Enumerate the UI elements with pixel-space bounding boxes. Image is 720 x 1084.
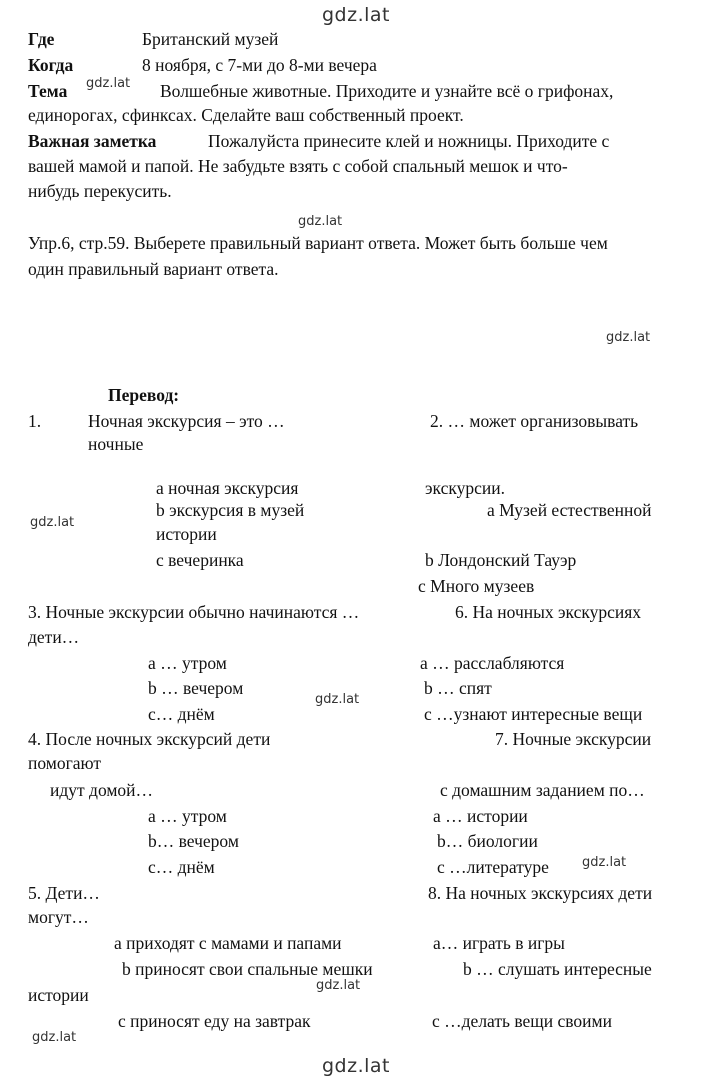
q5-option-c: c приносят еду на завтрак bbox=[118, 1011, 311, 1031]
q4-text: 4. После ночных экскурсий дети bbox=[28, 729, 271, 749]
q2-option-b: b Лондонский Тауэр bbox=[425, 550, 577, 570]
watermark-top: gdz.lat bbox=[322, 4, 391, 26]
q1-option-b: b экскурсия в музей bbox=[156, 500, 305, 520]
q2-text: 2. … может организовывать bbox=[430, 411, 639, 431]
note-line-2: вашей мамой и папой. Не забудьте взять с собой спальный мешок и что- bbox=[28, 156, 568, 176]
watermark: gdz.lat bbox=[298, 214, 343, 229]
where-label: Где bbox=[28, 29, 55, 49]
note-label: Важная заметка bbox=[28, 131, 157, 151]
q5-text: 5. Дети… bbox=[28, 883, 100, 903]
q2-option-a: a Музей естественной bbox=[487, 500, 652, 520]
when-label: Когда bbox=[28, 55, 74, 75]
when-value: 8 ноября, с 7-ми до 8-ми вечера bbox=[142, 55, 377, 75]
watermark: gdz.lat bbox=[30, 515, 75, 530]
note-line-1: Пожалуйста принесите клей и ножницы. Приходите с bbox=[208, 131, 610, 151]
q8-option-b: b … слушать интересные bbox=[463, 959, 652, 979]
topic-line-2: единорогах, сфинксах. Сделайте ваш собственный проект. bbox=[28, 105, 464, 125]
q3-option-a: a … утром bbox=[148, 653, 227, 673]
q6-text: 6. На ночных экскурсиях bbox=[455, 602, 642, 622]
q6-option-b: b … спят bbox=[424, 678, 492, 698]
q5-option-b: b приносят свои спальные мешки bbox=[122, 959, 373, 979]
q3-text: 3. Ночные экскурсии обычно начинаются … bbox=[28, 602, 360, 622]
q5-continuation: могут… bbox=[28, 907, 89, 927]
q8-option-b-continuation: истории bbox=[28, 985, 89, 1005]
q5-option-a: a приходят с мамами и папами bbox=[114, 933, 342, 953]
q1-continuation: ночные bbox=[88, 434, 144, 454]
q7-option-a: a … истории bbox=[433, 806, 528, 826]
q1-number: 1. bbox=[28, 411, 42, 431]
note-line-3: нибудь перекусить. bbox=[28, 181, 172, 201]
q6-option-a: a … расслабляются bbox=[420, 653, 565, 673]
q2-option-c: c Много музеев bbox=[418, 576, 535, 596]
q4-continuation: помогают bbox=[28, 753, 102, 773]
q1-option-b-continuation: истории bbox=[156, 524, 217, 544]
q1-text: Ночная экскурсия – это … bbox=[88, 411, 285, 431]
q3-continuation: дети… bbox=[28, 627, 80, 647]
watermark-bottom: gdz.lat bbox=[322, 1055, 391, 1077]
q3-option-b: b … вечером bbox=[148, 678, 244, 698]
q1-option-c: c вечеринка bbox=[156, 550, 244, 570]
translation-heading: Перевод: bbox=[108, 385, 180, 405]
q7-option-b: b… биологии bbox=[437, 831, 538, 851]
q8-text: 8. На ночных экскурсиях дети bbox=[428, 883, 653, 903]
where-value: Британский музей bbox=[142, 29, 279, 49]
watermark: gdz.lat bbox=[606, 330, 651, 345]
q7-text: 7. Ночные экскурсии bbox=[495, 729, 652, 749]
q4-option-a: a … утром bbox=[148, 806, 227, 826]
topic-label: Тема bbox=[28, 81, 68, 101]
watermark: gdz.lat bbox=[32, 1030, 77, 1045]
q3-option-c: c… днём bbox=[148, 704, 215, 724]
topic-line-1: Волшебные животные. Приходите и узнайте всё о грифонах, bbox=[160, 81, 614, 101]
watermark: gdz.lat bbox=[582, 855, 627, 870]
exercise-line-2: один правильный вариант ответа. bbox=[28, 259, 279, 279]
q8-option-a: a… играть в игры bbox=[433, 933, 565, 953]
q4-option-c: c… днём bbox=[148, 857, 215, 877]
q7-continuation: c домашним заданием по… bbox=[440, 780, 645, 800]
q2-continuation: экскурсии. bbox=[425, 478, 505, 498]
q6-option-c: c …узнают интересные вещи bbox=[424, 704, 643, 724]
watermark: gdz.lat bbox=[315, 692, 360, 707]
exercise-line-1: Упр.6, стр.59. Выберете правильный вариант ответа. Может быть больше чем bbox=[28, 233, 608, 253]
q8-option-c: c …делать вещи своими bbox=[432, 1011, 612, 1031]
watermark: gdz.lat bbox=[316, 978, 361, 993]
q1-option-a: a ночная экскурсия bbox=[156, 478, 299, 498]
q7-option-c: c …литературе bbox=[437, 857, 549, 877]
q4-continuation-2: идут домой… bbox=[50, 780, 154, 800]
q4-option-b: b… вечером bbox=[148, 831, 239, 851]
watermark: gdz.lat bbox=[86, 76, 131, 91]
